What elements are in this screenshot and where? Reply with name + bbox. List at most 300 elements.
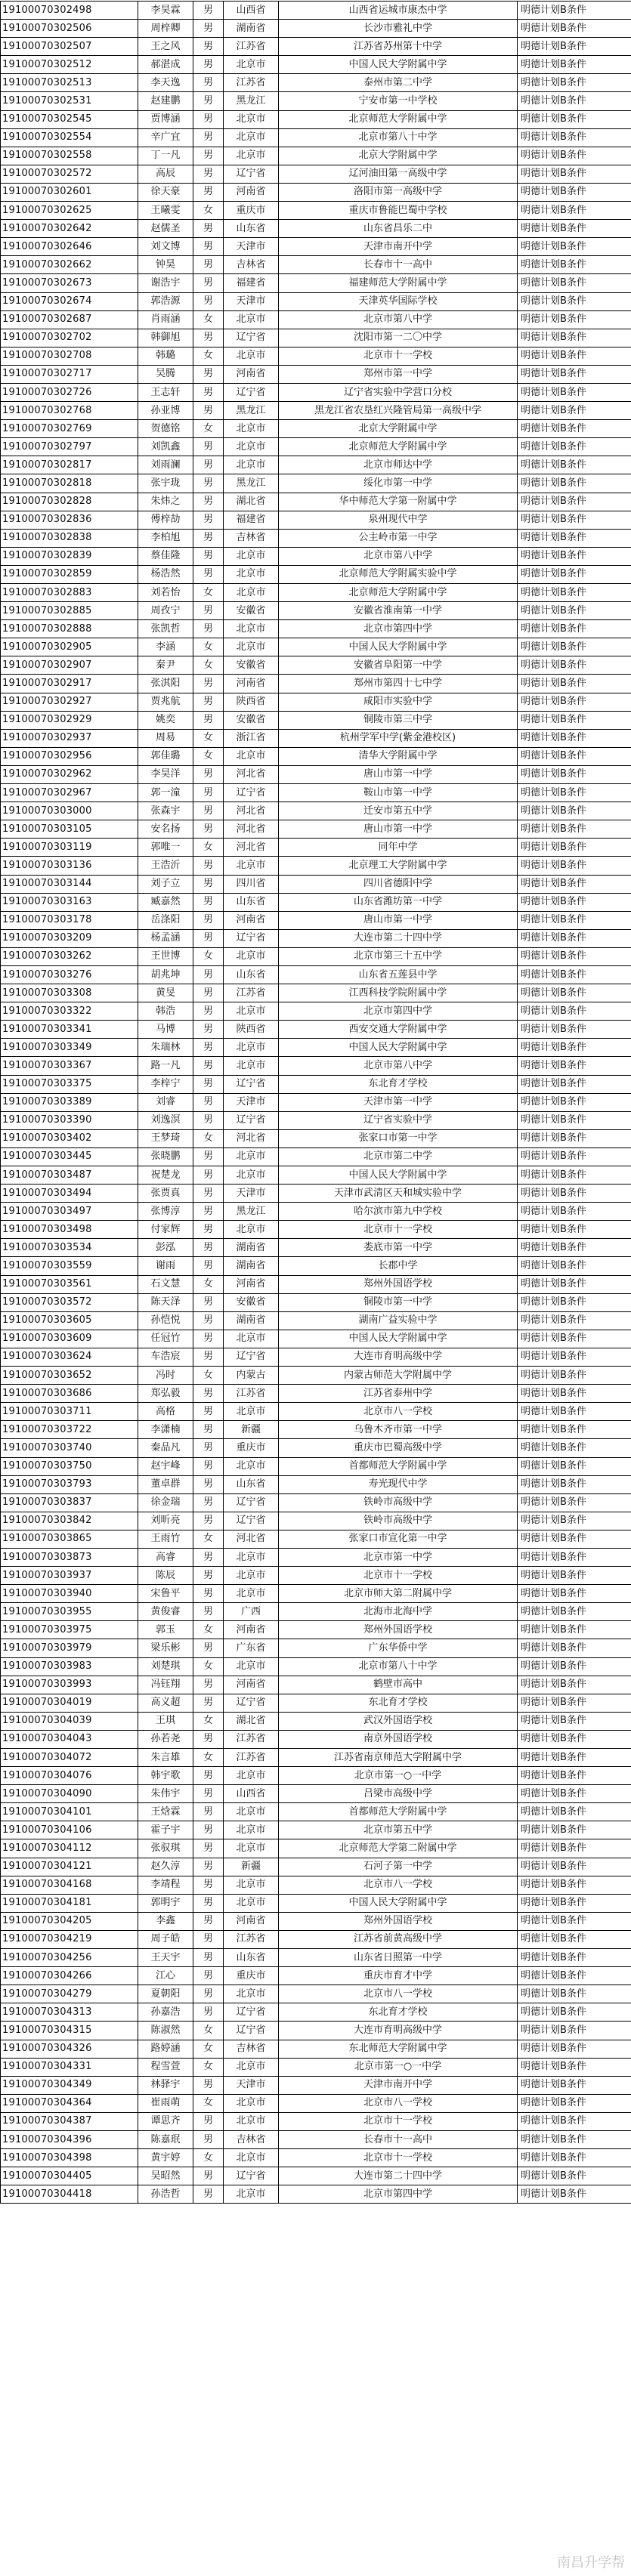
cell-province: 湖南省 <box>224 1257 279 1275</box>
cell-exam-id: 19100070302717 <box>1 365 138 383</box>
cell-province: 辽宁省 <box>224 2167 279 2185</box>
cell-gender: 男 <box>193 2112 224 2130</box>
cell-admission-type: 明德计划B条件 <box>518 1493 631 1512</box>
cell-gender: 女 <box>193 1367 224 1385</box>
cell-province: 河南省 <box>224 365 279 383</box>
cell-student-name: 臧嘉然 <box>138 893 193 911</box>
cell-student-name: 王梦琦 <box>138 1129 193 1147</box>
cell-admission-type: 明德计划B条件 <box>518 292 631 310</box>
cell-exam-id: 19100070303979 <box>1 1639 138 1657</box>
table-row <box>1 1111 631 1129</box>
table-row <box>1 329 631 347</box>
cell-admission-type: 明德计划B条件 <box>518 1257 631 1275</box>
cell-admission-type: 明德计划B条件 <box>518 1639 631 1657</box>
cell-exam-id: 19100070303144 <box>1 875 138 893</box>
cell-student-name: 刘睿 <box>138 1093 193 1111</box>
cell-exam-id: 19100070303624 <box>1 1348 138 1366</box>
cell-gender: 男 <box>193 1075 224 1093</box>
cell-gender: 男 <box>193 329 224 347</box>
cell-province: 北京市 <box>224 56 279 74</box>
cell-exam-id: 19100070303711 <box>1 1403 138 1421</box>
cell-province: 北京市 <box>224 128 279 147</box>
cell-exam-id: 19100070302818 <box>1 474 138 493</box>
cell-admission-type: 明德计划B条件 <box>518 1439 631 1457</box>
cell-gender: 男 <box>193 1257 224 1275</box>
cell-province: 河北省 <box>224 820 279 839</box>
cell-province: 北京市 <box>224 747 279 765</box>
cell-school: 重庆市育才中学 <box>279 1967 518 1985</box>
cell-admission-type: 明德计划B条件 <box>518 1111 631 1129</box>
cell-exam-id: 19100070304279 <box>1 1985 138 2003</box>
cell-admission-type: 明德计划B条件 <box>518 2149 631 2167</box>
cell-province: 山东省 <box>224 220 279 238</box>
cell-province: 北京市 <box>224 2112 279 2130</box>
cell-admission-type: 明德计划B条件 <box>518 839 631 857</box>
cell-province: 天津市 <box>224 292 279 310</box>
table-row <box>1 693 631 711</box>
table-row <box>1 1457 631 1475</box>
cell-gender: 女 <box>193 1275 224 1293</box>
cell-school: 天津市南开中学 <box>279 238 518 256</box>
cell-exam-id: 19100070303940 <box>1 1585 138 1603</box>
cell-province: 河南省 <box>224 911 279 929</box>
cell-gender: 男 <box>193 1166 224 1185</box>
cell-exam-id: 19100070303722 <box>1 1421 138 1439</box>
table-row <box>1 347 631 365</box>
cell-exam-id: 19100070303341 <box>1 1021 138 1039</box>
cell-province: 湖北省 <box>224 493 279 511</box>
table-row <box>1 1548 631 1566</box>
cell-student-name: 李靖程 <box>138 1876 193 1894</box>
cell-school: 北京市八一学校 <box>279 1985 518 2003</box>
cell-admission-type: 明德计划B条件 <box>518 1403 631 1421</box>
cell-school: 大连市第二十四中学 <box>279 929 518 947</box>
cell-exam-id: 19100070303390 <box>1 1111 138 1129</box>
cell-gender: 男 <box>193 1676 224 1694</box>
cell-admission-type: 明德计划B条件 <box>518 984 631 1002</box>
cell-gender: 男 <box>193 128 224 147</box>
table-row <box>1 1749 631 1767</box>
cell-province: 湖南省 <box>224 1239 279 1257</box>
cell-admission-type: 明德计划B条件 <box>518 402 631 420</box>
cell-exam-id: 19100070303119 <box>1 839 138 857</box>
table-row <box>1 292 631 310</box>
table-row <box>1 765 631 783</box>
table-row <box>1 1002 631 1021</box>
cell-province: 吉林省 <box>224 529 279 547</box>
cell-admission-type: 明德计划B条件 <box>518 1421 631 1439</box>
cell-school: 北京师范大学附属中学 <box>279 438 518 456</box>
cell-school: 公主岭市第一中学 <box>279 529 518 547</box>
table-row <box>1 74 631 92</box>
cell-student-name: 崔雨萌 <box>138 2094 193 2112</box>
cell-exam-id: 19100070303975 <box>1 1621 138 1639</box>
cell-exam-id: 19100070303105 <box>1 820 138 839</box>
cell-admission-type: 明德计划B条件 <box>518 1876 631 1894</box>
cell-student-name: 郭浩源 <box>138 292 193 310</box>
cell-province: 北京市 <box>224 2185 279 2204</box>
cell-gender: 男 <box>193 2167 224 2185</box>
cell-school: 北京市第八中学 <box>279 547 518 565</box>
cell-province: 广西 <box>224 1603 279 1621</box>
cell-gender: 男 <box>193 1821 224 1839</box>
cell-student-name: 黄俊睿 <box>138 1603 193 1621</box>
cell-admission-type: 明德计划B条件 <box>518 1475 631 1493</box>
table-row <box>1 1785 631 1803</box>
cell-admission-type: 明德计划B条件 <box>518 2003 631 2022</box>
cell-exam-id: 19100070304219 <box>1 1930 138 1948</box>
cell-exam-id: 19100070303983 <box>1 1657 138 1676</box>
table-row <box>1 1403 631 1421</box>
cell-province: 四川省 <box>224 875 279 893</box>
cell-admission-type: 明德计划B条件 <box>518 2040 631 2058</box>
cell-exam-id: 19100070303498 <box>1 1221 138 1239</box>
cell-gender: 男 <box>193 1002 224 1021</box>
cell-province: 北京市 <box>224 857 279 875</box>
cell-student-name: 付家辉 <box>138 1221 193 1239</box>
cell-exam-id: 19100070303209 <box>1 929 138 947</box>
cell-school: 咸阳市实验中学 <box>279 693 518 711</box>
cell-gender: 女 <box>193 729 224 747</box>
cell-province: 河南省 <box>224 1275 279 1293</box>
cell-student-name: 李昊洋 <box>138 765 193 783</box>
cell-exam-id: 19100070303534 <box>1 1239 138 1257</box>
table-row <box>1 56 631 74</box>
cell-school: 北京市第二中学 <box>279 1147 518 1166</box>
table-row <box>1 547 631 565</box>
cell-admission-type: 明德计划B条件 <box>518 784 631 802</box>
cell-school: 北京市第四中学 <box>279 1002 518 1021</box>
cell-student-name: 韩璐 <box>138 347 193 365</box>
cell-school: 江苏省南京师范大学附属中学 <box>279 1749 518 1767</box>
cell-admission-type: 明德计划B条件 <box>518 656 631 675</box>
cell-province: 重庆市 <box>224 202 279 220</box>
cell-admission-type: 明德计划B条件 <box>518 1385 631 1403</box>
table-row <box>1 711 631 729</box>
table-row <box>1 875 631 893</box>
cell-province: 北京市 <box>224 1330 279 1348</box>
cell-gender: 男 <box>193 1239 224 1257</box>
cell-admission-type: 明德计划B条件 <box>518 1075 631 1093</box>
cell-gender: 男 <box>193 1293 224 1311</box>
cell-admission-type: 明德计划B条件 <box>518 220 631 238</box>
cell-gender: 男 <box>193 1894 224 1912</box>
cell-admission-type: 明德计划B条件 <box>518 1967 631 1985</box>
cell-province: 北京市 <box>224 147 279 165</box>
table-row <box>1 1075 631 1093</box>
cell-province: 辽宁省 <box>224 1348 279 1366</box>
cell-admission-type: 明德计划B条件 <box>518 1803 631 1821</box>
cell-gender: 男 <box>193 365 224 383</box>
cell-admission-type: 明德计划B条件 <box>518 1147 631 1166</box>
table-row <box>1 584 631 602</box>
cell-school: 中国人民大学附属中学 <box>279 56 518 74</box>
table-row <box>1 565 631 583</box>
cell-exam-id: 19100070304205 <box>1 1912 138 1930</box>
cell-province: 辽宁省 <box>224 929 279 947</box>
table-row <box>1 1257 631 1275</box>
cell-gender: 男 <box>193 238 224 256</box>
cell-school: 北京理工大学附属中学 <box>279 857 518 875</box>
cell-province: 江苏省 <box>224 984 279 1002</box>
cell-school: 安徽省淮南第一中学 <box>279 602 518 620</box>
cell-admission-type: 明德计划B条件 <box>518 1894 631 1912</box>
table-body <box>1 2 631 2204</box>
cell-admission-type: 明德计划B条件 <box>518 675 631 693</box>
cell-province: 新疆 <box>224 1858 279 1876</box>
cell-student-name: 谭思齐 <box>138 2112 193 2130</box>
cell-gender: 男 <box>193 620 224 638</box>
cell-gender: 男 <box>193 1803 224 1821</box>
cell-student-name: 黄旻 <box>138 984 193 1002</box>
cell-school: 北京市第一○一中学 <box>279 2058 518 2076</box>
cell-student-name: 姚奕 <box>138 711 193 729</box>
cell-exam-id: 19100070304331 <box>1 2058 138 2076</box>
cell-student-name: 刘文博 <box>138 238 193 256</box>
table-row <box>1 1039 631 1057</box>
cell-student-name: 秦品凡 <box>138 1439 193 1457</box>
cell-exam-id: 19100070304112 <box>1 1839 138 1858</box>
spreadsheet-sheet <box>0 1 631 2576</box>
table-row <box>1 1930 631 1948</box>
cell-school: 长春市十一高中 <box>279 2130 518 2148</box>
cell-student-name: 刘凯鑫 <box>138 438 193 456</box>
cell-school: 中国人民大学附属中学 <box>279 1894 518 1912</box>
table-row <box>1 1348 631 1366</box>
cell-admission-type: 明德计划B条件 <box>518 765 631 783</box>
cell-student-name: 张凯哲 <box>138 620 193 638</box>
cell-province: 北京市 <box>224 310 279 329</box>
table-row <box>1 1185 631 1203</box>
table-row <box>1 274 631 292</box>
cell-student-name: 黄宇婷 <box>138 2149 193 2167</box>
cell-school: 中国人民大学附属中学 <box>279 1166 518 1185</box>
table-row <box>1 2022 631 2040</box>
table-row <box>1 638 631 656</box>
cell-gender: 男 <box>193 2076 224 2094</box>
cell-province: 北京市 <box>224 1002 279 1021</box>
cell-student-name: 吴腾 <box>138 365 193 383</box>
cell-admission-type: 明德计划B条件 <box>518 911 631 929</box>
cell-gender: 女 <box>193 2040 224 2058</box>
table-row <box>1 656 631 675</box>
cell-province: 陕西省 <box>224 1021 279 1039</box>
cell-exam-id: 19100070304313 <box>1 2003 138 2022</box>
cell-school: 郑州外国语学校 <box>279 1621 518 1639</box>
cell-student-name: 李昊霖 <box>138 2 193 20</box>
cell-school: 长沙市雅礼中学 <box>279 20 518 38</box>
cell-admission-type: 明德计划B条件 <box>518 92 631 110</box>
cell-school: 同年中学 <box>279 839 518 857</box>
table-row <box>1 1021 631 1039</box>
cell-gender: 男 <box>193 511 224 529</box>
cell-exam-id: 19100070303955 <box>1 1603 138 1621</box>
cell-exam-id: 19100070302558 <box>1 147 138 165</box>
cell-admission-type: 明德计划B条件 <box>518 1185 631 1203</box>
cell-exam-id: 19100070303793 <box>1 1475 138 1493</box>
cell-student-name: 徐金瑞 <box>138 1493 193 1512</box>
cell-admission-type: 明德计划B条件 <box>518 1548 631 1566</box>
cell-province: 安徽省 <box>224 1293 279 1311</box>
cell-student-name: 岳涤阳 <box>138 911 193 929</box>
cell-student-name: 李梓宁 <box>138 1075 193 1093</box>
cell-student-name: 董卓群 <box>138 1475 193 1493</box>
cell-admission-type: 明德计划B条件 <box>518 638 631 656</box>
cell-gender: 男 <box>193 92 224 110</box>
cell-gender: 男 <box>193 38 224 56</box>
cell-admission-type: 明德计划B条件 <box>518 1839 631 1858</box>
cell-school: 北京市八一学校 <box>279 2094 518 2112</box>
table-row <box>1 1967 631 1985</box>
table-row <box>1 20 631 38</box>
cell-admission-type: 明德计划B条件 <box>518 620 631 638</box>
table-row <box>1 128 631 147</box>
cell-gender: 男 <box>193 965 224 984</box>
table-row <box>1 747 631 765</box>
cell-gender: 男 <box>193 1930 224 1948</box>
cell-admission-type: 明德计划B条件 <box>518 565 631 583</box>
cell-province: 北京市 <box>224 547 279 565</box>
cell-school: 郑州市第四十七中学 <box>279 675 518 693</box>
cell-province: 江苏省 <box>224 1930 279 1948</box>
cell-student-name: 孙恺悦 <box>138 1311 193 1330</box>
cell-province: 湖南省 <box>224 20 279 38</box>
cell-province: 山东省 <box>224 1949 279 1967</box>
cell-admission-type: 明德计划B条件 <box>518 2 631 20</box>
cell-province: 黑龙江 <box>224 92 279 110</box>
cell-admission-type: 明德计划B条件 <box>518 1093 631 1111</box>
cell-province: 北京市 <box>224 347 279 365</box>
cell-province: 江苏省 <box>224 1749 279 1767</box>
cell-student-name: 刘昕亮 <box>138 1512 193 1530</box>
cell-school: 唐山市第一中学 <box>279 820 518 839</box>
cell-gender: 男 <box>193 1093 224 1111</box>
cell-school: 北海市北海中学 <box>279 1603 518 1621</box>
table-row <box>1 1694 631 1712</box>
cell-province: 河南省 <box>224 183 279 201</box>
cell-gender: 男 <box>193 1475 224 1493</box>
cell-exam-id: 19100070303402 <box>1 1129 138 1147</box>
cell-admission-type: 明德计划B条件 <box>518 310 631 329</box>
cell-admission-type: 明德计划B条件 <box>518 711 631 729</box>
cell-student-name: 朱伟宇 <box>138 1785 193 1803</box>
cell-province: 北京市 <box>224 420 279 438</box>
cell-school: 山东省潍坊第一中学 <box>279 893 518 911</box>
table-row <box>1 1057 631 1075</box>
cell-admission-type: 明德计划B条件 <box>518 456 631 474</box>
cell-province: 江苏省 <box>224 38 279 56</box>
cell-exam-id: 19100070303136 <box>1 857 138 875</box>
cell-exam-id: 19100070304181 <box>1 1894 138 1912</box>
cell-admission-type: 明德计划B条件 <box>518 1311 631 1330</box>
cell-student-name: 张宇珑 <box>138 474 193 493</box>
cell-gender: 男 <box>193 802 224 820</box>
cell-student-name: 李柏旭 <box>138 529 193 547</box>
cell-admission-type: 明德计划B条件 <box>518 329 631 347</box>
cell-school: 长郡中学 <box>279 1257 518 1275</box>
cell-student-name: 李天逸 <box>138 74 193 92</box>
table-row <box>1 965 631 984</box>
cell-school: 唐山市第一中学 <box>279 765 518 783</box>
cell-student-name: 辛广宜 <box>138 128 193 147</box>
cell-exam-id: 19100070302646 <box>1 238 138 256</box>
cell-student-name: 秦尹 <box>138 656 193 675</box>
cell-gender: 男 <box>193 1548 224 1566</box>
cell-province: 黑龙江 <box>224 474 279 493</box>
table-row <box>1 947 631 965</box>
cell-school: 北京市第四中学 <box>279 2185 518 2204</box>
cell-province: 北京市 <box>224 2094 279 2112</box>
cell-gender: 男 <box>193 1147 224 1166</box>
cell-province: 北京市 <box>224 1585 279 1603</box>
cell-student-name: 李潇楠 <box>138 1421 193 1439</box>
cell-school: 广东华侨中学 <box>279 1639 518 1657</box>
cell-gender: 男 <box>193 1785 224 1803</box>
cell-admission-type: 明德计划B条件 <box>518 802 631 820</box>
cell-exam-id: 19100070303445 <box>1 1147 138 1166</box>
cell-gender: 男 <box>193 1839 224 1858</box>
cell-exam-id: 19100070302708 <box>1 347 138 365</box>
cell-province: 北京市 <box>224 565 279 583</box>
cell-gender: 男 <box>193 165 224 183</box>
cell-school: 北京市师达中学 <box>279 456 518 474</box>
cell-exam-id: 19100070302885 <box>1 602 138 620</box>
cell-province: 辽宁省 <box>224 1111 279 1129</box>
cell-student-name: 冯钰翔 <box>138 1676 193 1694</box>
cell-province: 北京市 <box>224 1821 279 1839</box>
cell-exam-id: 19100070304326 <box>1 2040 138 2058</box>
cell-school: 辽宁省实验中学营口分校 <box>279 383 518 401</box>
cell-province: 江苏省 <box>224 74 279 92</box>
cell-student-name: 吴昭然 <box>138 2167 193 2185</box>
cell-admission-type: 明德计划B条件 <box>518 1858 631 1876</box>
cell-gender: 女 <box>193 1129 224 1147</box>
cell-gender: 女 <box>193 638 224 656</box>
cell-exam-id: 19100070304364 <box>1 2094 138 2112</box>
cell-province: 北京市 <box>224 438 279 456</box>
table-row <box>1 438 631 456</box>
cell-student-name: 李涵 <box>138 638 193 656</box>
cell-school: 首都师范大学附属中学 <box>279 1803 518 1821</box>
table-row <box>1 1530 631 1548</box>
cell-exam-id: 19100070303308 <box>1 984 138 1002</box>
cell-school: 鹤壁市高中 <box>279 1676 518 1694</box>
table-row <box>1 220 631 238</box>
cell-province: 吉林省 <box>224 256 279 274</box>
cell-admission-type: 明德计划B条件 <box>518 202 631 220</box>
cell-province: 辽宁省 <box>224 1694 279 1712</box>
cell-province: 北京市 <box>224 1057 279 1075</box>
cell-admission-type: 明德计划B条件 <box>518 1330 631 1348</box>
cell-province: 福建省 <box>224 511 279 529</box>
cell-admission-type: 明德计划B条件 <box>518 875 631 893</box>
cell-exam-id: 19100070302838 <box>1 529 138 547</box>
cell-school: 铜陵市第一中学 <box>279 1293 518 1311</box>
table-row <box>1 620 631 638</box>
cell-school: 洛阳市第一高级中学 <box>279 183 518 201</box>
cell-gender: 女 <box>193 420 224 438</box>
cell-student-name: 陈天泽 <box>138 1293 193 1311</box>
cell-student-name: 祝楚龙 <box>138 1166 193 1185</box>
cell-school: 北京市八一学校 <box>279 1403 518 1421</box>
cell-exam-id: 19100070303937 <box>1 1567 138 1585</box>
table-row <box>1 1421 631 1439</box>
cell-province: 辽宁省 <box>224 1512 279 1530</box>
cell-province: 北京市 <box>224 947 279 965</box>
cell-exam-id: 19100070302962 <box>1 765 138 783</box>
cell-admission-type: 明德计划B条件 <box>518 929 631 947</box>
cell-exam-id: 19100070302506 <box>1 20 138 38</box>
